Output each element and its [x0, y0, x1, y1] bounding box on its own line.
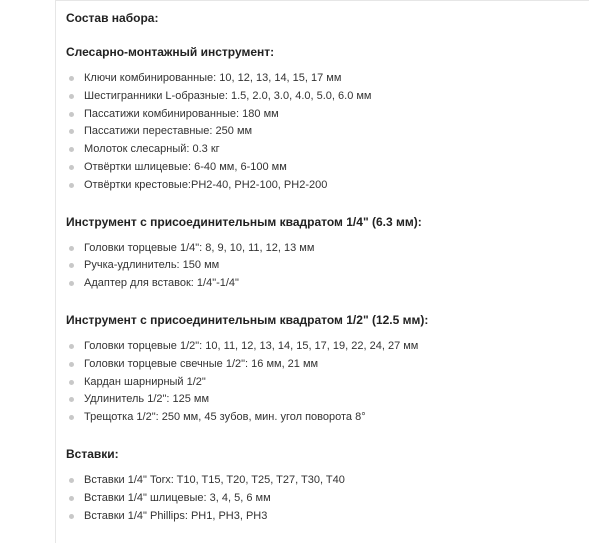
list-item: Ключи комбинированные: 10, 12, 13, 14, 15, 17 мм: [66, 70, 581, 88]
bullet-icon: [69, 380, 74, 385]
bullet-icon: [69, 397, 74, 402]
list-item: Ручка-удлинитель: 150 мм: [66, 257, 581, 275]
item-list: [66, 472, 581, 525]
section-locksmith-tools: [66, 44, 581, 195]
bullet-icon: [69, 362, 74, 367]
bullet-icon: [69, 94, 74, 99]
bullet-icon: [69, 165, 74, 170]
kit-contents-title: Состав набора:: [66, 11, 159, 25]
content-top-border: [55, 0, 589, 1]
bullet-icon: [69, 415, 74, 420]
bullet-icon: [69, 478, 74, 483]
section-heading: Инструмент с присоединительным квадратом 1/2" (12.5 мм):: [66, 312, 429, 327]
list-item: Адаптер для вставок: 1/4"-1/4": [66, 275, 581, 293]
item-list: [66, 240, 581, 293]
list-item: Головки торцевые 1/2": 10, 11, 12, 13, 14, 15, 17, 19, 22, 24, 27 мм: [66, 338, 581, 356]
bullet-icon: [69, 183, 74, 188]
section-heading: Инструмент с присоединительным квадратом 1/4" (6.3 мм):: [66, 214, 422, 229]
list-item: Отвёртки крестовые:PH2-40, PH2-100, PH2-200: [66, 177, 581, 195]
list-item: Вставки 1/4" Torx: T10, T15, T20, T25, T27, T30, T40: [66, 472, 581, 490]
list-item: Пассатижи комбинированные: 180 мм: [66, 106, 581, 124]
content-left-border: [55, 0, 56, 543]
bullet-icon: [69, 112, 74, 117]
kit-contents: [66, 10, 581, 525]
list-item: Головки торцевые свечные 1/2": 16 мм, 21 мм: [66, 356, 581, 374]
bullet-icon: [69, 76, 74, 81]
section-bits: [66, 446, 581, 525]
section-heading: Слесарно-монтажный инструмент:: [66, 45, 275, 59]
list-item: Вставки 1/4" шлицевые: 3, 4, 5, 6 мм: [66, 490, 581, 508]
item-list: [66, 338, 581, 427]
section-quarter-inch-tools: [66, 214, 581, 293]
section-heading: Вставки:: [66, 446, 119, 461]
item-list: [66, 70, 581, 195]
bullet-icon: [69, 147, 74, 152]
bullet-icon: [69, 496, 74, 501]
bullet-icon: [69, 129, 74, 134]
list-item: Кардан шарнирный 1/2": [66, 374, 581, 392]
bullet-icon: [69, 246, 74, 251]
bullet-icon: [69, 281, 74, 286]
section-half-inch-tools: [66, 312, 581, 427]
bullet-icon: [69, 514, 74, 519]
list-item: Отвёртки шлицевые: 6-40 мм, 6-100 мм: [66, 159, 581, 177]
list-item: Шестигранники L-образные: 1.5, 2.0, 3.0, 4.0, 5.0, 6.0 мм: [66, 88, 581, 106]
bullet-icon: [69, 344, 74, 349]
list-item: Трещотка 1/2": 250 мм, 45 зубов, мин. угол поворота 8°: [66, 409, 581, 427]
list-item: Вставки 1/4" Phillips: PH1, PH3, PH3: [66, 508, 581, 526]
list-item: Молоток слесарный: 0.3 кг: [66, 141, 581, 159]
list-item: Головки торцевые 1/4": 8, 9, 10, 11, 12, 13 мм: [66, 240, 581, 258]
bullet-icon: [69, 263, 74, 268]
list-item: Пассатижи переставные: 250 мм: [66, 123, 581, 141]
list-item: Удлинитель 1/2": 125 мм: [66, 391, 581, 409]
